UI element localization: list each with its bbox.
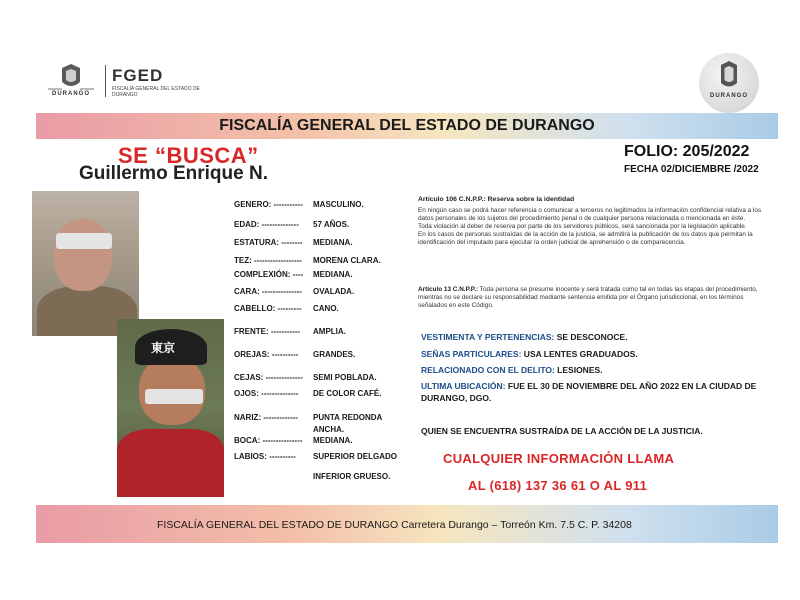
fugitive-statement: QUIEN SE ENCUENTRA SUSTRAÍDA DE LA ACCIÓN DE LA JUSTICIA. xyxy=(421,426,703,436)
feature-tez: TEZ: ------------------ MORENA CLARA. xyxy=(234,256,381,265)
feature-edad: EDAD: -------------- 57 AÑOS. xyxy=(234,220,350,229)
wanted-heading: SE “BUSCA” xyxy=(118,143,259,168)
call-heading: CUALQUIER INFORMACIÓN LLAMA xyxy=(443,451,675,466)
article-106-p1: En ningún caso se podrá hacer referencia o comunicar a terceros no legitimados la información confidencial relativa a los datos personales de los sujetos del procedimiento penal o de cualquier persona relacionada o mencionada en éste. xyxy=(418,207,762,222)
folio-number: FOLIO: 205/2022 xyxy=(624,143,750,160)
feature-cara: CARA: --------------- OVALADA. xyxy=(234,287,355,296)
info-ubicacion: ULTIMA UBICACIÓN: FUE EL 30 DE NOVIEMBRE DEL AÑO 2022 EN LA CIUDAD DE DURANGO, DGO. xyxy=(421,381,757,403)
feature-cabello: CABELLO: --------- CANO. xyxy=(234,304,339,313)
article-13-title: Artículo 13 C.N.P.P.: xyxy=(418,286,479,293)
article-13-body: Toda persona se presume inocente y será tratada como tal en todas las etapas del procedimiento, mientras no se declare su responsabilidad mediante sentencia emitida por el Órgano jurisdiccional, en los términos señalados en este Código. xyxy=(418,286,758,309)
feature-boca: BOCA: --------------- MEDIANA. xyxy=(234,436,353,445)
feature-labios: LABIOS: ---------- SUPERIOR DELGADO xyxy=(234,452,398,461)
photo-jacket xyxy=(117,429,224,497)
person-name: Guillermo Enrique N. xyxy=(79,163,268,184)
feature-orejas: OREJAS: ---------- GRANDES. xyxy=(234,350,356,359)
feature-cejas: CEJAS: -------------- SEMI POBLADA. xyxy=(234,373,377,382)
article-106-title: Artículo 106 C.N.P.P.: Reserva sobre la identidad xyxy=(418,196,575,203)
feature-labios-cont: INFERIOR GRUESO. xyxy=(313,472,391,481)
feature-complexion: COMPLEXIÓN: ---- MEDIANA. xyxy=(234,270,353,279)
title-band xyxy=(36,113,778,139)
info-delito: RELACIONADO CON EL DELITO: LESIONES. xyxy=(421,365,603,375)
footer-band xyxy=(36,505,778,543)
phone-numbers: AL (618) 137 36 61 O AL 911 xyxy=(468,478,648,493)
durango-seal-icon xyxy=(699,53,759,113)
fged-subtitle: FISCALÍA GENERAL DEL ESTADO DE DURANGO xyxy=(112,86,200,98)
article-106-p2: Toda violación al deber de reserva por parte de los servidores públicos, será sancionada por la legislación aplicable. xyxy=(418,223,747,230)
article-13-text xyxy=(418,286,764,310)
cap-text: 東京 xyxy=(151,341,176,355)
eyes-blur xyxy=(56,233,112,249)
fged-logo xyxy=(42,62,200,102)
fged-acronym: FGED xyxy=(112,66,164,85)
article-106-p3: En los casos de personas sustraídas de la acción de la justicia, se admitirá la publicación de los datos que permitan la identificación del imputado para ejecutar la orden judicial de aprehensión o de comparecencia. xyxy=(418,231,753,246)
seal-name: DURANGO xyxy=(710,93,748,99)
person-photo-2 xyxy=(117,319,224,497)
page-title: FISCALÍA GENERAL DEL ESTADO DE DURANGO xyxy=(219,117,595,134)
feature-genero: GENERO: ----------- MASCULINO. xyxy=(234,200,364,209)
article-106-text xyxy=(418,207,764,247)
feature-estatura: ESTATURA: -------- MEDIANA. xyxy=(234,238,353,247)
info-senas: SEÑAS PARTICULARES: USA LENTES GRADUADOS. xyxy=(421,349,638,359)
logo-divider xyxy=(105,65,106,97)
eyes-blur xyxy=(145,389,203,404)
info-vestimenta: VESTIMENTA Y PERTENENCIAS: SE DESCONOCE. xyxy=(421,332,628,342)
feature-frente: FRENTE: ----------- AMPLIA. xyxy=(234,327,346,336)
person-photo-1 xyxy=(32,191,139,336)
photo-face xyxy=(54,219,112,291)
seal-name: DURANGO xyxy=(52,91,90,97)
feature-ojos: OJOS: -------------- DE COLOR CAFÉ. xyxy=(234,389,382,398)
feature-nariz-cont: ANCHA. xyxy=(313,425,345,434)
date: FECHA 02/DICIEMBRE /2022 xyxy=(624,164,759,175)
feature-nariz: NARIZ: ------------- PUNTA REDONDA xyxy=(234,413,383,422)
durango-logo xyxy=(699,53,759,113)
footer-address: FISCALÍA GENERAL DEL ESTADO DE DURANGO Carretera Durango – Torreón Km. 7.5 C. P. 34208 xyxy=(157,519,632,531)
